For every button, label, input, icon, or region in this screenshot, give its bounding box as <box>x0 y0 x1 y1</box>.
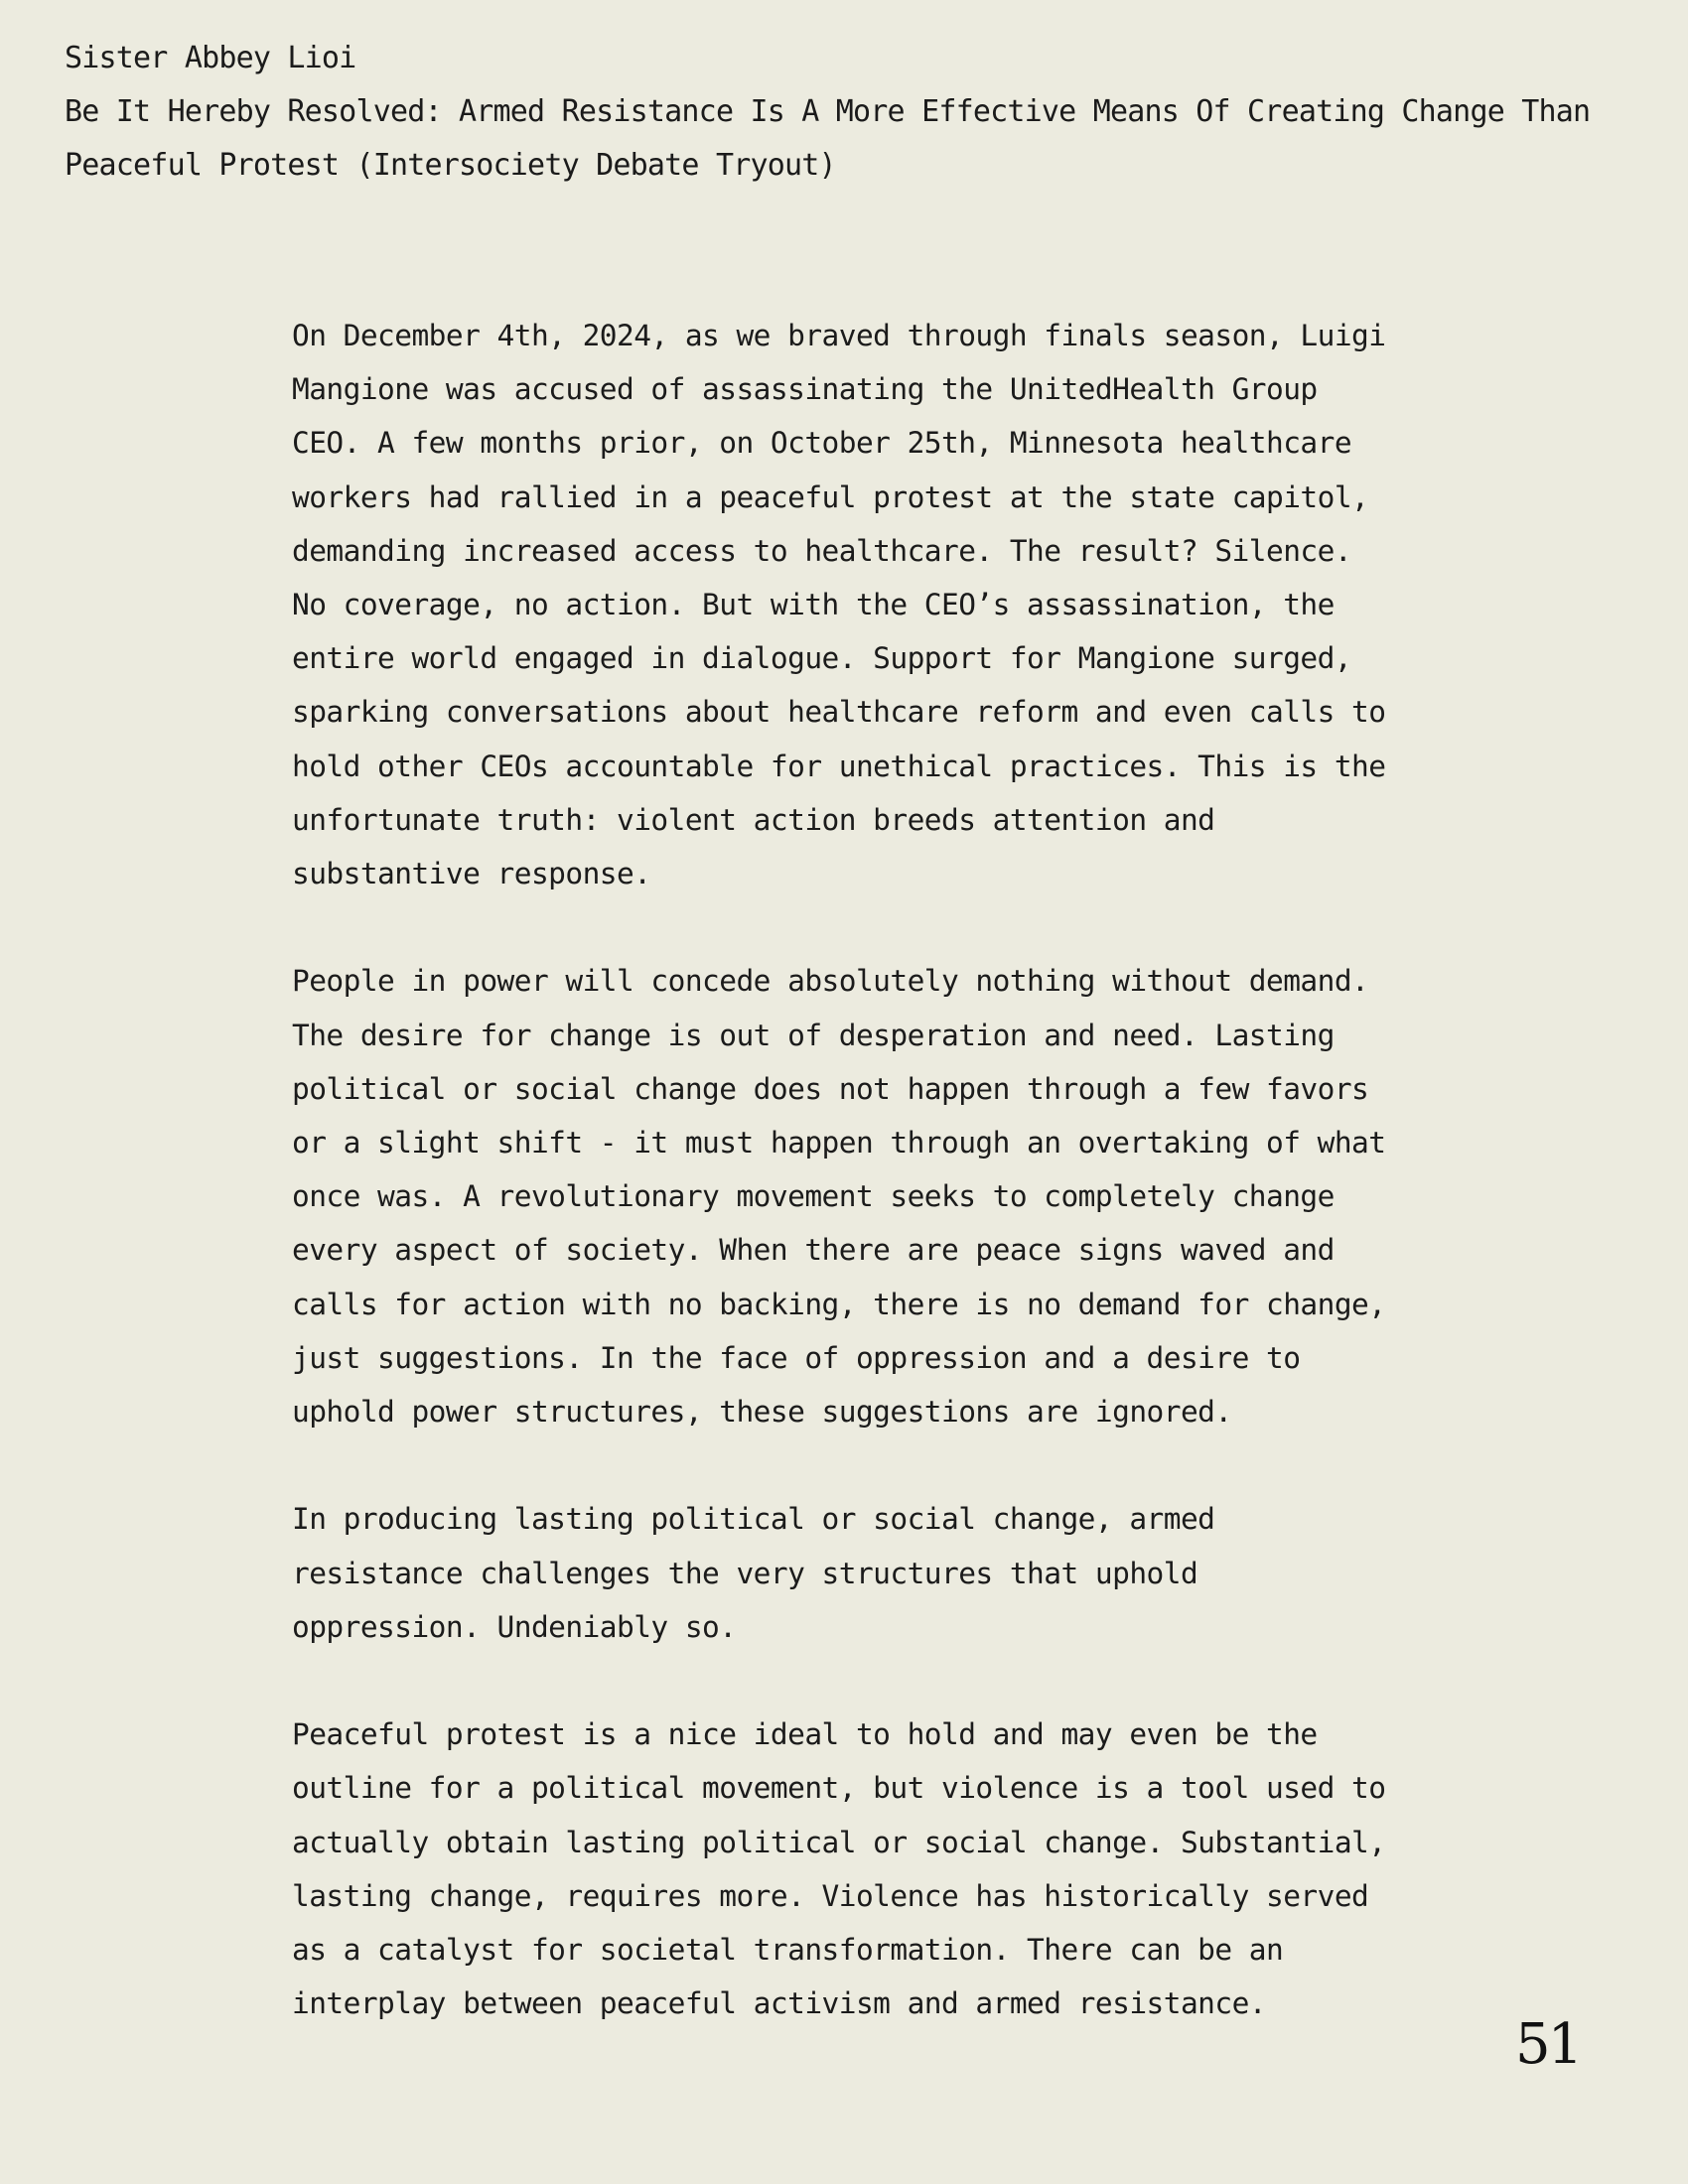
paragraph-line: People in power will concede absolutely nothing without demand. <box>292 964 1369 999</box>
paragraph-line: workers had rallied in a peaceful protest at the state capitol, <box>292 479 1369 514</box>
paragraph-line: unfortunate truth: violent action breeds attention and <box>292 802 1215 837</box>
essay-paragraph <box>292 1707 1414 2030</box>
paragraph-line: entire world engaged in dialogue. Support for Mangione surged, <box>292 641 1352 676</box>
paragraph-line: sparking conversations about healthcare reform and even calls to <box>292 695 1386 730</box>
paragraph-line: resistance challenges the very structures that uphold <box>292 1556 1198 1590</box>
paragraph-line: calls for action with no backing, there is no demand for change, <box>292 1287 1386 1321</box>
paragraph-line: or a slight shift - it must happen through an overtaking of what <box>292 1126 1386 1160</box>
paragraph-line: The desire for change is out of desperation and need. Lasting <box>292 1018 1335 1052</box>
paragraph-line: lasting change, requires more. Violence has historically served <box>292 1878 1369 1913</box>
paragraph-line: In producing lasting political or social change, armed <box>292 1502 1215 1537</box>
paragraph-line: interplay between peaceful activism and armed resistance. <box>292 1986 1266 2021</box>
paragraph-line: once was. A revolutionary movement seeks to completely change <box>292 1179 1335 1214</box>
paragraph-line: On December 4th, 2024, as we braved through finals season, Luigi <box>292 319 1386 352</box>
title-line-2: Peaceful Protest (Intersociety Debate Tryout) <box>65 148 836 183</box>
document-header <box>65 32 1633 193</box>
page-number: 51 <box>1515 2012 1581 2077</box>
paragraph-line: hold other CEOs accountable for unethical practices. This is the <box>292 749 1386 783</box>
paragraph-line: uphold power structures, these suggestions are ignored. <box>292 1395 1232 1430</box>
paragraph-line: every aspect of society. When there are peace signs waved and <box>292 1233 1335 1268</box>
paragraph-line: actually obtain lasting political or social change. Substantial, <box>292 1825 1386 1859</box>
paragraph-line: Mangione was accused of assassinating the UnitedHealth Group <box>292 372 1318 407</box>
paragraph-line: political or social change does not happen through a few favors <box>292 1071 1369 1106</box>
essay-body <box>292 309 1414 2085</box>
paragraph-line: just suggestions. In the face of oppression and a desire to <box>292 1340 1301 1375</box>
paragraph-line: Peaceful protest is a nice ideal to hold and may even be the <box>292 1717 1318 1752</box>
essay-paragraph <box>292 954 1414 1438</box>
essay-paragraph <box>292 309 1414 900</box>
title-line-1: Be It Hereby Resolved: Armed Resistance Is A More Effective Means Of Creating Change Than <box>65 94 1591 129</box>
author-name: Sister Abbey Lioi <box>65 41 356 75</box>
paragraph-line: No coverage, no action. But with the CEO’s assassination, the <box>292 588 1335 622</box>
paragraph-line: demanding increased access to healthcare. The result? Silence. <box>292 533 1352 568</box>
paragraph-line: as a catalyst for societal transformation. There can be an <box>292 1933 1284 1968</box>
paragraph-line: outline for a political movement, but violence is a tool used to <box>292 1771 1386 1806</box>
paragraph-line: substantive response. <box>292 857 651 891</box>
essay-paragraph <box>292 1492 1414 1654</box>
paragraph-line: CEO. A few months prior, on October 25th, Minnesota healthcare <box>292 426 1352 461</box>
paragraph-line: oppression. Undeniably so. <box>292 1609 737 1644</box>
